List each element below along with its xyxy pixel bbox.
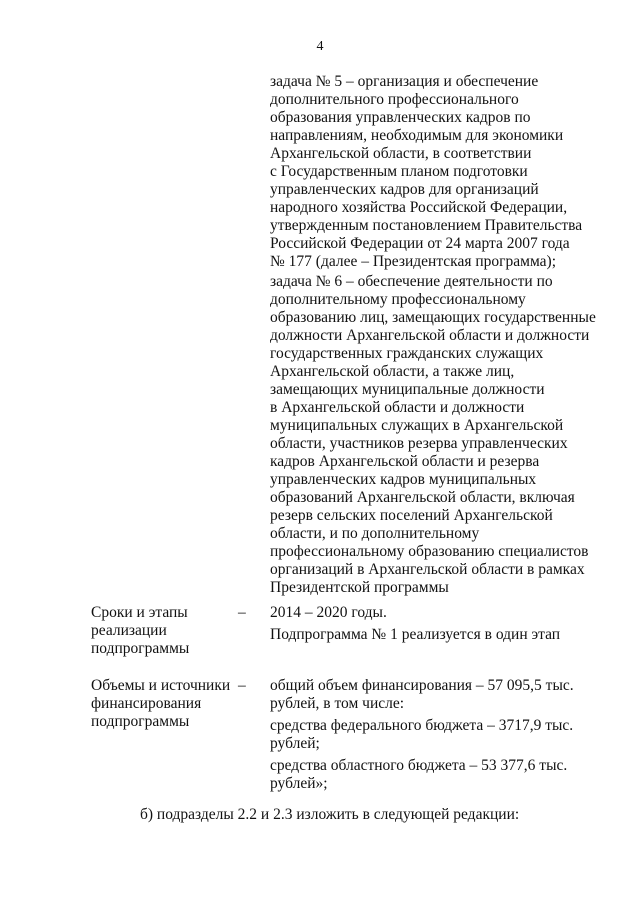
closing-instruction: б) подразделы 2.2 и 2.3 изложить в следующей редакции:	[140, 806, 520, 823]
task-5-line: управленческих кадров для организаций	[270, 181, 539, 198]
funding-federal-line-2: рублей;	[270, 735, 320, 752]
task-6-line: задача № 6 – обеспечение деятельности по	[270, 273, 553, 290]
task-6-line: организаций в Архангельской области в рамках	[270, 561, 585, 578]
terms-label	[91, 604, 231, 658]
task-5-line: задача № 5 – организация и обеспечение	[270, 73, 539, 90]
task-6-line: кадров Архангельской области и резерва	[270, 453, 540, 470]
task-6-line: в Архангельской области и должности	[270, 399, 525, 416]
task-6-line: области, и по дополнительному	[270, 525, 480, 542]
task-5-line: № 177 (далее – Президентская программа);	[270, 253, 557, 270]
task-6-line: области, участников резерва управленческих	[270, 435, 568, 452]
funding-label-line: подпрограммы	[91, 713, 190, 730]
task-5-line: направлениям, необходимым для экономики	[270, 127, 564, 144]
task-6-line: муниципальных служащих в Архангельской	[270, 417, 564, 434]
task-6-line: профессиональному образованию специалистов	[270, 543, 589, 560]
task-5-line: дополнительного профессионального	[270, 91, 519, 108]
task-5-line: образования управленческих кадров по	[270, 109, 531, 126]
terms-label-line: подпрограммы	[91, 640, 190, 657]
task-5-line: Архангельской области, в соответствии	[270, 145, 532, 162]
funding-label	[91, 677, 231, 731]
task-6-paragraph	[270, 273, 600, 597]
terms-stage: Подпрограмма № 1 реализуется в один этап	[270, 626, 561, 643]
task-6-line: замещающих муниципальные должности	[270, 381, 545, 398]
task-6-line: должности Архангельской области и должности	[270, 327, 590, 344]
funding-total-line-1: общий объем финансирования – 57 095,5 тыс.	[270, 677, 574, 694]
terms-values	[270, 604, 600, 644]
funding-dash: –	[238, 677, 246, 694]
task-5-line: Российской Федерации от 24 марта 2007 года	[270, 235, 570, 252]
task-6-line: дополнительному профессиональному	[270, 291, 526, 308]
funding-federal-line-1: средства федерального бюджета – 3717,9 тыс.	[270, 717, 574, 734]
task-6-line: управленческих кадров муниципальных	[270, 471, 537, 488]
task-6-line: Архангельской области, а также лиц,	[270, 363, 515, 380]
funding-regional-line-2: рублей»;	[270, 775, 328, 792]
task-6-line: Президентской программы	[270, 579, 449, 596]
task-5-line: утвержденным постановлением Правительства	[270, 217, 583, 234]
terms-dash: –	[238, 604, 246, 621]
task-6-line: образованию лиц, замещающих государственные	[270, 309, 596, 326]
terms-label-line: реализации	[91, 622, 167, 639]
task-6-line: образований Архангельской области, включая	[270, 489, 575, 506]
task-6-line: резерв сельских поселений Архангельской	[270, 507, 553, 524]
funding-values	[270, 677, 600, 793]
funding-label-line: финансирования	[91, 695, 202, 712]
task-5-paragraph	[270, 73, 600, 271]
terms-years: 2014 – 2020 годы.	[270, 604, 387, 621]
page-number: 4	[316, 39, 324, 54]
funding-total-line-2: рублей, в том числе:	[270, 695, 405, 712]
funding-regional-line-1: средства областного бюджета – 53 377,6 тыс.	[270, 757, 568, 774]
funding-label-line: Объемы и источники	[91, 677, 231, 694]
task-5-line: с Государственным планом подготовки	[270, 163, 528, 180]
task-5-line: народного хозяйства Российской Федерации,	[270, 199, 568, 216]
terms-label-line: Сроки и этапы	[91, 604, 188, 621]
task-6-line: государственных гражданских служащих	[270, 345, 544, 362]
